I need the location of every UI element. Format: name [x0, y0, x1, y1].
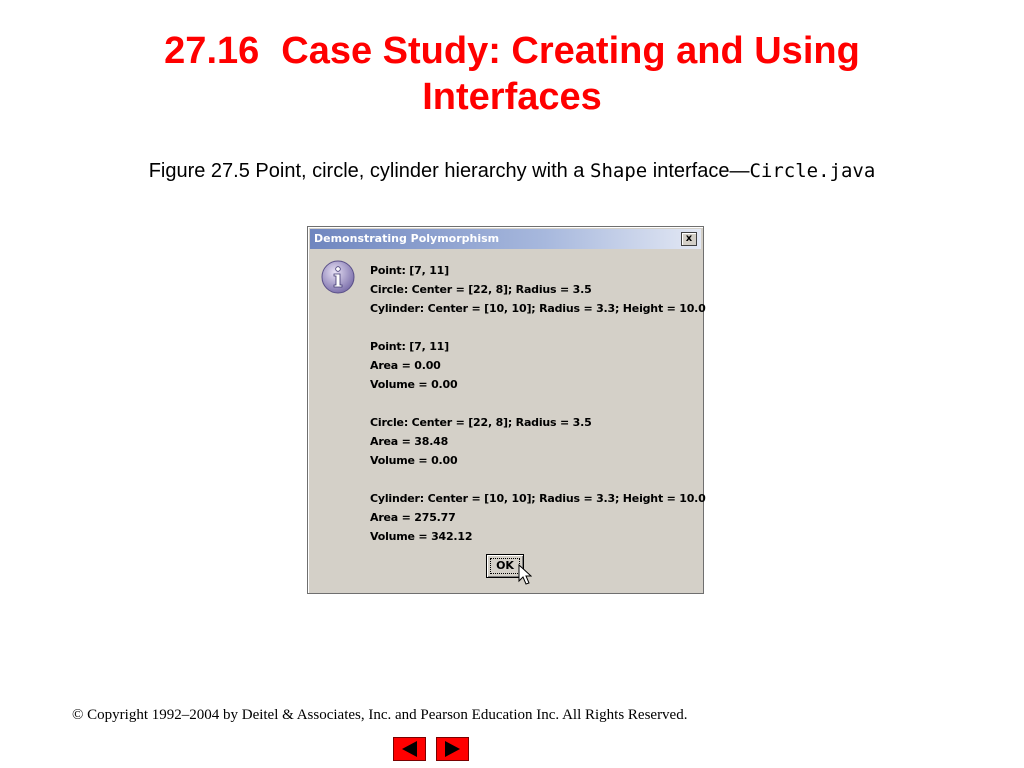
message-spacer — [370, 318, 700, 337]
message-line: Circle: Center = [22, 8]; Radius = 3.5 — [370, 416, 592, 429]
message-line: Area = 0.00 — [370, 359, 441, 372]
message-line: Point: [7, 11] — [370, 340, 449, 353]
message-line: Volume = 342.12 — [370, 530, 473, 543]
previous-slide-button[interactable] — [393, 737, 426, 761]
close-button[interactable] — [681, 232, 697, 246]
next-slide-button[interactable] — [436, 737, 469, 761]
message-line: Volume = 0.00 — [370, 454, 458, 467]
slide-title — [0, 28, 1024, 120]
message-line: Volume = 0.00 — [370, 378, 458, 391]
dialog-titlebar[interactable] — [310, 229, 701, 249]
message-spacer — [370, 470, 700, 489]
message-line: Point: [7, 11] — [370, 264, 449, 277]
message-line: Area = 275.77 — [370, 511, 456, 524]
message-line: Area = 38.48 — [370, 435, 449, 448]
message-line: Cylinder: Center = [10, 10]; Radius = 3.3; Height = 10.0 — [370, 492, 706, 505]
dialog-message — [370, 261, 706, 546]
information-icon — [321, 260, 355, 294]
message-line: Circle: Center = [22, 8]; Radius = 3.5 — [370, 283, 592, 296]
caption-prefix: Figure 27.5 Point, circle, cylinder hierarchy with a — [148, 160, 590, 182]
caption-code-file: Circle.java — [749, 160, 876, 182]
caption-code-shape: Shape — [590, 160, 648, 182]
focus-outline — [490, 558, 520, 574]
slide-title-number: 27.16 — [164, 30, 260, 72]
ok-button-label: OK — [496, 559, 514, 572]
close-icon: x — [685, 233, 693, 244]
caption-middle: interface— — [647, 160, 750, 182]
slide-title-line2: Interfaces — [422, 76, 602, 118]
figure-caption — [0, 160, 1024, 183]
dialog-title: Demonstrating Polymorphism — [314, 232, 500, 245]
mouse-pointer-icon — [518, 564, 532, 586]
message-spacer — [370, 394, 700, 413]
slide-title-line1: Case Study: Creating and Using — [281, 30, 860, 72]
message-line: Cylinder: Center = [10, 10]; Radius = 3.3; Height = 10.0 — [370, 302, 706, 315]
next-arrow-icon — [437, 738, 468, 760]
message-dialog — [307, 226, 704, 594]
copyright-notice: © Copyright 1992–2004 by Deitel & Associates, Inc. and Pearson Education Inc. All Rights Reserved. — [72, 707, 688, 723]
previous-arrow-icon — [394, 738, 425, 760]
